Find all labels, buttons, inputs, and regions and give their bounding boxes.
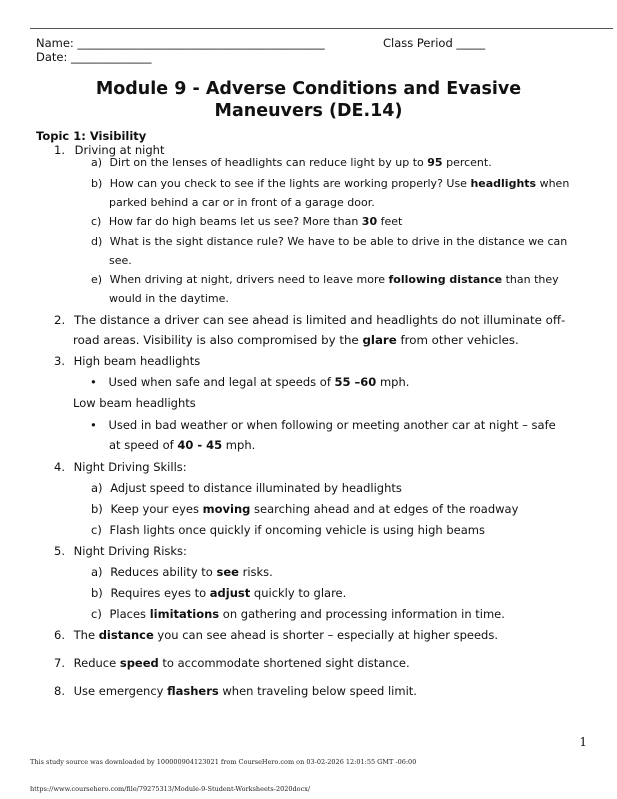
q5b-item: b) Requires eyes to adjust quickly to glare. <box>91 586 347 600</box>
q1b-continuation: parked behind a car or in front of a garage door. <box>109 196 375 209</box>
q1d-letter: d) <box>91 235 103 248</box>
q7-item: 7. Reduce speed to accommodate shortened sight distance. <box>54 656 410 670</box>
q1-item <box>54 143 164 157</box>
q3-low-line-2: at speed of 40 - 45 mph. <box>109 438 256 452</box>
q1c-text: How far do high beams let us see? More than 30 feet <box>108 215 403 228</box>
q5-text: Night Driving Risks: <box>73 544 187 558</box>
topic-heading: Topic 1: Visibility <box>36 129 147 143</box>
q1d-item <box>91 235 567 248</box>
footer-source-url[interactable]: https://www.coursehero.com/file/79275313/Module-9-Student-Worksheets-2020docx/ <box>30 785 311 793</box>
q3-high-beam-heading: High beam headlights <box>73 354 201 368</box>
class-period-label: Class Period _____ <box>383 36 486 50</box>
q1-text: Driving at night <box>74 143 165 157</box>
page-title <box>0 78 617 122</box>
q1d-text: What is the sight distance rule? We have to be able to drive in the distance we can <box>109 235 568 248</box>
q1c-answer: 30 <box>361 215 378 228</box>
q4a-item: a) Adjust speed to distance illuminated by headlights <box>91 481 402 495</box>
q4b-item: b) Keep your eyes moving searching ahead and at edges of the roadway <box>91 502 519 516</box>
q1b-item <box>91 177 569 190</box>
q4-text: Night Driving Skills: <box>73 460 187 474</box>
q1c-item <box>91 215 402 228</box>
bullet-icon: • <box>90 418 97 432</box>
q3-number: 3. <box>54 354 65 368</box>
q1a-answer: 95 <box>427 156 443 169</box>
q6-answer: distance <box>98 628 154 642</box>
q2-item <box>54 313 565 327</box>
q1e-text: When driving at night, drivers need to leave more following distance than they <box>109 273 559 286</box>
q1b-letter: b) <box>91 177 103 190</box>
bullet-icon: • <box>90 375 97 389</box>
q2-line-2: road areas. Visibility is also compromised by the glare from other vehicles. <box>73 333 519 347</box>
q5c-item: c) Places limitations on gathering and processing information in time. <box>91 607 505 621</box>
q8-item: 8. Use emergency flashers when traveling below speed limit. <box>54 684 417 698</box>
q1d-continuation: see. <box>109 254 132 267</box>
q1a-text: Dirt on the lenses of headlights can reduce light by up to 95 percent. <box>109 156 492 169</box>
q7-answer: speed <box>119 656 159 670</box>
q1c-letter: c) <box>91 215 102 228</box>
q5-item <box>54 544 187 558</box>
q1a-item <box>91 156 492 169</box>
q3-high-answer: 55 –60 <box>334 375 377 389</box>
q4b-answer: moving <box>202 502 251 516</box>
title-line-1: Module 9 - Adverse Conditions and Evasive <box>95 79 522 99</box>
q5a-item: a) Reduces ability to see risks. <box>91 565 273 579</box>
date-field-label: Date: ______________ <box>36 50 152 64</box>
page-number: 1 <box>579 735 587 749</box>
q2-line-1: The distance a driver can see ahead is limited and headlights do not illuminate off- <box>74 313 566 327</box>
q5-number: 5. <box>54 544 65 558</box>
q3-high-bullet: • Used when safe and legal at speeds of 55 –60 mph. <box>90 375 410 389</box>
q1e-answer: following distance <box>388 273 503 286</box>
q6-item: 6. The distance you can see ahead is shorter – especially at higher speeds. <box>54 628 498 642</box>
q5c-answer: limitations <box>149 607 220 621</box>
q4c-item: c) Flash lights once quickly if oncoming vehicle is using high beams <box>91 523 485 537</box>
q3-low-line-1: Used in bad weather or when following or meeting another car at night – safe <box>108 418 556 432</box>
footer-download-notice: This study source was downloaded by 100000904123021 from CourseHero.com on 03-02-2026 12:01:55 GMT -06:00 <box>30 758 417 766</box>
q3-low-answer: 40 - 45 <box>177 438 223 452</box>
top-rule <box>30 28 613 29</box>
q5b-answer: adjust <box>209 586 251 600</box>
q1e-letter: e) <box>91 273 103 286</box>
q2-number: 2. <box>54 313 66 327</box>
name-field-label: Name: ___________________________________________ <box>36 36 325 50</box>
q2-answer: glare <box>362 333 397 347</box>
q3-low-bullet <box>90 418 556 432</box>
q4-item <box>54 460 187 474</box>
q1e-continuation: would in the daytime. <box>109 292 229 305</box>
q8-answer: flashers <box>167 684 219 698</box>
q1b-text: How can you check to see if the lights are working properly? Use headlights when <box>109 177 570 190</box>
q1e-item <box>91 273 559 286</box>
q1a-letter: a) <box>91 156 103 169</box>
q3-item <box>54 354 200 368</box>
q4-number: 4. <box>54 460 65 474</box>
q1-number: 1. <box>54 143 65 157</box>
q1b-answer: headlights <box>470 177 537 190</box>
q3-low-beam-heading: Low beam headlights <box>73 396 196 410</box>
title-line-2: Maneuvers (DE.14) <box>214 101 403 121</box>
q5a-answer: see <box>216 565 239 579</box>
